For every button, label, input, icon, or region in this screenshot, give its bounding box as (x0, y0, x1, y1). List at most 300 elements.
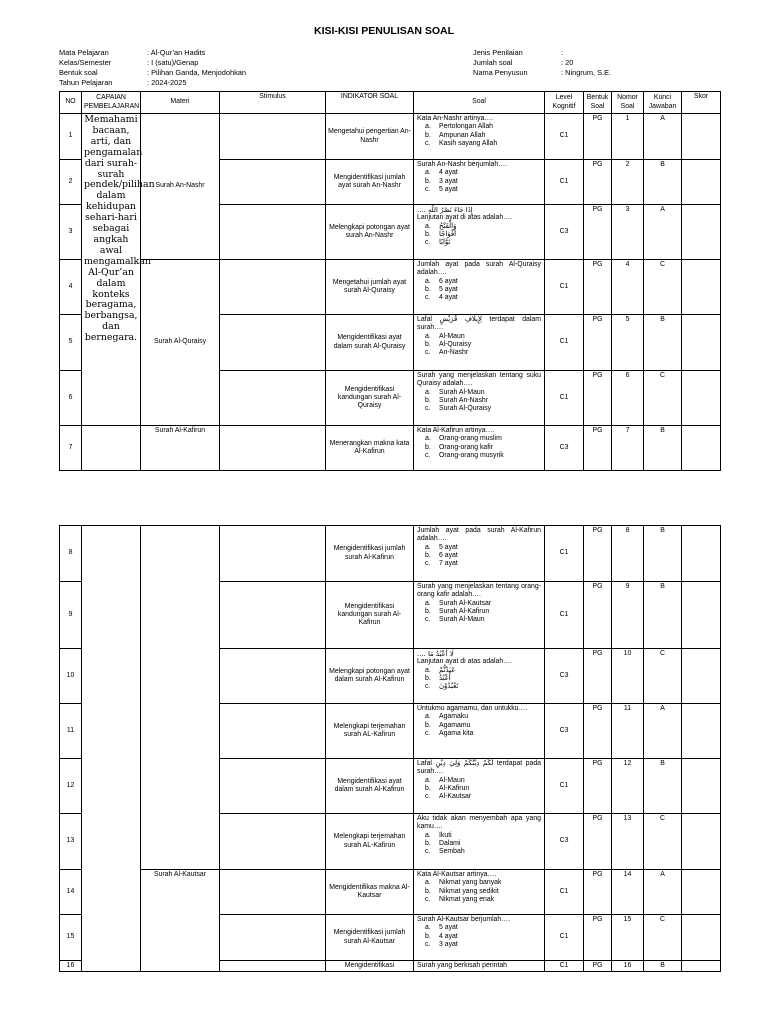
soal-cell (414, 114, 545, 160)
option-text: أَفْوَاجًا (439, 230, 457, 238)
option-text: Sembah (439, 848, 465, 856)
soal-cell (414, 260, 545, 315)
option-text: Agamamu (439, 721, 471, 729)
arabic-verse: إِذَا جَاءَ نَصْرُ اللَّهِ .... (417, 206, 473, 214)
soal-cell (414, 870, 545, 915)
meta-row (473, 58, 611, 68)
bentuk-cell: PG (584, 582, 612, 649)
row-number: 13 (60, 814, 82, 870)
nomor-cell: 15 (612, 915, 644, 961)
header-kunci: Kunci Jawaban (644, 92, 682, 114)
stimulus-cell (220, 759, 326, 814)
level-cell: C1 (545, 114, 584, 160)
meta-key: Mata Pelajaran (59, 48, 109, 57)
skor-cell (682, 704, 721, 759)
kunci-cell: B (644, 526, 682, 582)
nomor-cell: 10 (612, 649, 644, 704)
soal-cell (414, 582, 545, 649)
answer-option: a. Nikmat yang banyak (425, 879, 502, 887)
answer-option: b. Surah Al-Kafirun (425, 607, 490, 615)
bentuk-cell: PG (584, 704, 612, 759)
table-row (60, 260, 721, 315)
level-cell: C1 (545, 260, 584, 315)
nomor-cell: 16 (612, 961, 644, 972)
level-cell: C1 (545, 315, 584, 371)
materi-an-nashr: Surah An-Nashr (141, 114, 220, 260)
option-text: تَوَّابًا (439, 239, 451, 247)
answer-option: a. Al-Maun (425, 776, 465, 784)
row-number: 15 (60, 915, 82, 961)
soal-cell (414, 371, 545, 426)
answer-option: b. Ampunan Allah (425, 131, 486, 139)
answer-option: b. Nikmat yang sedikit (425, 887, 499, 895)
answer-options (417, 667, 541, 692)
meta-left (59, 48, 246, 88)
meta-row (473, 68, 611, 78)
option-text: Orang-orang muslim (439, 435, 502, 443)
row-number: 9 (60, 582, 82, 649)
kunci-cell: A (644, 870, 682, 915)
question-text: Jumlah ayat pada surah Al-Quraisy adalah…. (417, 261, 541, 277)
kunci-cell: B (644, 315, 682, 371)
row-number: 4 (60, 260, 82, 315)
nomor-cell: 4 (612, 260, 644, 315)
option-text: Nikmat yang enak (439, 895, 495, 903)
stimulus-cell (220, 205, 326, 260)
question-text: Lafal لِإِيلَافِ قُرَيْشٍ terdapat dalam surah…. (417, 316, 541, 332)
nomor-cell: 5 (612, 315, 644, 371)
option-text: Al-Kautsar (439, 793, 472, 801)
level-cell: C1 (545, 961, 584, 972)
meta-row (59, 58, 246, 68)
answer-options (417, 713, 541, 738)
answer-option: b. 6 ayat (425, 551, 458, 559)
answer-option: c. Surah Al-Maun (425, 616, 485, 624)
materi-al-quraisy: Surah Al-Quraisy (141, 260, 220, 426)
answer-option: b. Dalami (425, 839, 461, 847)
question-text: Jumlah ayat pada surah Al-Kafirun adalah…. (417, 527, 541, 543)
skor-cell (682, 759, 721, 814)
answer-option: c. تَعْبُدُوْنَ (425, 683, 459, 691)
option-text: 5 ayat (439, 543, 458, 551)
row-number: 8 (60, 526, 82, 582)
option-text: Nikmat yang banyak (439, 879, 502, 887)
option-text: Al-Maun (439, 332, 465, 340)
option-text: Surah Al-Quraisy (439, 405, 492, 413)
meta-value: : I (satu)/Genap (147, 57, 199, 67)
answer-options (417, 389, 541, 414)
answer-option: c. An-Nashr (425, 349, 469, 357)
meta-row (473, 48, 611, 58)
indikator-cell: Melengkapi terjemahan surah AL-Kafirun (326, 814, 414, 870)
skor-cell (682, 371, 721, 426)
option-text: Orang-orang kafir (439, 443, 494, 451)
materi-cell-empty (141, 526, 220, 870)
kisi-kisi-table-part-1 (59, 91, 721, 471)
option-text: Al-Maun (439, 776, 465, 784)
option-text: Surah Al-Kautsar (439, 599, 492, 607)
answer-option: c. Surah Al-Quraisy (425, 405, 492, 413)
question-text: Surah Al-Kautsar berjumlah…. (417, 916, 511, 923)
row-number: 16 (60, 961, 82, 972)
option-text: Surah Al-Kafirun (439, 607, 490, 615)
row-number: 1 (60, 114, 82, 160)
soal-cell (414, 961, 545, 972)
row-number: 6 (60, 371, 82, 426)
skor-cell (682, 649, 721, 704)
table-row (60, 870, 721, 915)
soal-cell (414, 759, 545, 814)
answer-option: a. Agamaku (425, 713, 469, 721)
capaian-cell: Memahami bacaan, arti, dan pengamalan dari surah-surah pendek/pilihan dalam kehidupan sehari-hari sebagai angkah awal mengamalkan Al-Qur’an dalam konteks beragama, berbangsa, dan bernegara. (82, 114, 141, 426)
answer-option: c. Agama kita (425, 729, 474, 737)
answer-option: a. Surah Al-Kautsar (425, 599, 492, 607)
meta-row (59, 78, 246, 88)
answer-option: c. Kasih sayang Allah (425, 139, 498, 147)
option-text: 7 ayat (439, 560, 458, 568)
meta-value: : Al-Qur’an Hadits (147, 48, 206, 57)
stimulus-cell (220, 260, 326, 315)
stimulus-cell (220, 814, 326, 870)
question-text: Lanjutan ayat di atas adalah…. (417, 214, 513, 222)
answer-option: b. Al-Quraisy (425, 340, 472, 348)
answer-options (417, 600, 541, 625)
document-title: KISI-KISI PENULISAN SOAL (313, 25, 454, 37)
option-text: 5 ayat (439, 185, 458, 193)
answer-option: a. 5 ayat (425, 924, 458, 932)
answer-option: c. Al-Kautsar (425, 793, 472, 801)
answer-option: b. Agamamu (425, 721, 471, 729)
answer-options (417, 879, 541, 904)
header-bentuk: Bentuk Soal (584, 92, 612, 114)
skor-cell (682, 114, 721, 160)
option-text: Nikmat yang sedikit (439, 887, 499, 895)
bentuk-cell: PG (584, 114, 612, 160)
option-text: Surah Al-Maun (439, 388, 485, 396)
option-text: Al-Quraisy (439, 340, 472, 348)
answer-option: b. أَعْبُدُ (425, 674, 451, 682)
question-text: Untukmu agamamu, dan untukku…. (417, 705, 528, 712)
materi-al-kafirun: Surah Al-Kafirun (141, 426, 220, 471)
skor-cell (682, 526, 721, 582)
question-text: Surah yang menjelaskan tentang suku Quraisy adalah…. (417, 372, 541, 388)
answer-option: c. تَوَّابًا (425, 239, 451, 247)
answer-options (417, 123, 541, 148)
kunci-cell: C (644, 649, 682, 704)
bentuk-cell: PG (584, 371, 612, 426)
soal-cell (414, 915, 545, 961)
stimulus-cell (220, 114, 326, 160)
meta-key: Nama Penyusun (473, 67, 528, 77)
arabic-verse: لَا أَعْبُدُ مَا .... (417, 650, 454, 658)
answer-option: c. 4 ayat (425, 294, 458, 302)
meta-value: : 20 (561, 57, 574, 67)
question-text: Lanjutan ayat di atas adalah…. (417, 658, 513, 666)
bentuk-cell: PG (584, 814, 612, 870)
level-cell: C1 (545, 526, 584, 582)
level-cell: C1 (545, 582, 584, 649)
indikator-cell: Mengidentifikasi ayat dalam surah Al-Kafirun (326, 759, 414, 814)
kunci-cell: B (644, 759, 682, 814)
answer-option: b. أَفْوَاجًا (425, 230, 457, 238)
option-text: Pertolongan Allah (439, 123, 494, 131)
answer-option: a. 6 ayat (425, 277, 458, 285)
indikator-cell: Mengidentifikasi jumlah ayat surah An-Nashr (326, 160, 414, 205)
indikator-cell: Mengidentifikasi (326, 961, 414, 972)
indikator-cell: Melengkapi potongan ayat surah An-Nashr (326, 205, 414, 260)
level-cell: C1 (545, 870, 584, 915)
meta-value: : 2024-2025 (147, 77, 187, 87)
option-text: 5 ayat (439, 924, 458, 932)
table-row (60, 426, 721, 471)
option-text: An-Nashr (439, 349, 469, 357)
stimulus-cell (220, 915, 326, 961)
question-text: Surah yang menjelaskan tentang orang-orang kafir adalah…. (417, 583, 541, 599)
row-number: 10 (60, 649, 82, 704)
level-cell: C1 (545, 160, 584, 205)
meta-value: : Ningrum, S.E. (561, 67, 612, 77)
bentuk-cell: PG (584, 160, 612, 205)
answer-options (417, 832, 541, 857)
bentuk-cell: PG (584, 315, 612, 371)
option-text: Agama kita (439, 729, 474, 737)
meta-key: Bentuk soal (59, 67, 98, 77)
answer-option: a. 4 ayat (425, 169, 458, 177)
indikator-cell: Mengetahui pengertian An-Nashr (326, 114, 414, 160)
kunci-cell: B (644, 426, 682, 471)
meta-key: Tahun Pelajaran (59, 77, 113, 87)
option-text: أَعْبُدُ (439, 674, 451, 682)
header-capaian: CAPAIAN PEMBELAJARAN (82, 92, 141, 114)
skor-cell (682, 582, 721, 649)
option-text: 6 ayat (439, 277, 458, 285)
option-text: Al-Kafirun (439, 784, 470, 792)
soal-cell (414, 814, 545, 870)
answer-option: a. Pertolongan Allah (425, 123, 494, 131)
row-number: 3 (60, 205, 82, 260)
soal-cell (414, 205, 545, 260)
kunci-cell: B (644, 160, 682, 205)
skor-cell (682, 315, 721, 371)
option-text: Surah Al-Maun (439, 616, 485, 624)
answer-options (417, 278, 541, 303)
nomor-cell: 14 (612, 870, 644, 915)
meta-row (59, 48, 246, 58)
option-text: Ikuti (439, 831, 452, 839)
soal-cell (414, 315, 545, 371)
answer-option: c. Sembah (425, 848, 465, 856)
row-number: 2 (60, 160, 82, 205)
option-text: عَبَدْتُّمْ (439, 666, 456, 674)
soal-cell (414, 649, 545, 704)
header-no: NO (60, 92, 82, 114)
soal-cell (414, 526, 545, 582)
level-cell: C1 (545, 759, 584, 814)
option-text: 5 ayat (439, 285, 458, 293)
soal-cell (414, 160, 545, 205)
answer-options (417, 223, 541, 248)
option-text: وَالْفَتْحُ (439, 222, 457, 230)
skor-cell (682, 260, 721, 315)
kunci-cell: A (644, 114, 682, 160)
indikator-cell: Melengkapi potongan ayat dalam surah Al-Kafirun (326, 649, 414, 704)
skor-cell (682, 205, 721, 260)
answer-option: a. Ikuti (425, 831, 452, 839)
option-text: Dalami (439, 839, 461, 847)
bentuk-cell: PG (584, 526, 612, 582)
stimulus-cell (220, 526, 326, 582)
indikator-cell: Menerangkan makna kata Al-Kafirun (326, 426, 414, 471)
question-text: Kata An-Nashr artinya…. (417, 115, 494, 122)
bentuk-cell: PG (584, 260, 612, 315)
answer-option: b. Orang-orang kafir (425, 443, 494, 451)
nomor-cell: 1 (612, 114, 644, 160)
nomor-cell: 8 (612, 526, 644, 582)
bentuk-cell: PG (584, 759, 612, 814)
answer-option: c. Nikmat yang enak (425, 895, 495, 903)
option-text: تَعْبُدُوْنَ (439, 683, 459, 691)
answer-options (417, 435, 541, 460)
soal-cell (414, 426, 545, 471)
kunci-cell: C (644, 915, 682, 961)
level-cell: C3 (545, 704, 584, 759)
answer-option: b. 3 ayat (425, 177, 458, 185)
meta-value: : (561, 48, 564, 57)
level-cell: C3 (545, 814, 584, 870)
bentuk-cell: PG (584, 205, 612, 260)
meta-right (473, 48, 611, 78)
answer-options (417, 777, 541, 802)
level-cell: C3 (545, 205, 584, 260)
answer-option: c. Orang-orang musyrik (425, 451, 504, 459)
nomor-cell: 9 (612, 582, 644, 649)
skor-cell (682, 160, 721, 205)
materi-al-kautsar: Surah Al-Kautsar (141, 870, 220, 972)
nomor-cell: 12 (612, 759, 644, 814)
kunci-cell: C (644, 260, 682, 315)
stimulus-cell (220, 704, 326, 759)
header-stimulus: Stimulus (220, 92, 326, 114)
kunci-cell: A (644, 704, 682, 759)
kisi-kisi-table-part-2 (59, 525, 721, 972)
option-text: Kasih sayang Allah (439, 139, 498, 147)
question-text: Surah An-Nashr berjumlah…. (417, 161, 508, 168)
answer-options (417, 169, 541, 194)
stimulus-cell (220, 371, 326, 426)
meta-key: Kelas/Semester (59, 57, 112, 67)
kunci-cell: B (644, 961, 682, 972)
question-text: Kata Al-Kafirun artinya…. (417, 427, 495, 434)
level-cell: C1 (545, 371, 584, 426)
header-level: Level Kognitif (545, 92, 584, 114)
indikator-cell: Mengetahui jumlah ayat surah Al-Quraisy (326, 260, 414, 315)
nomor-cell: 13 (612, 814, 644, 870)
header-nomor: Nomor Soal (612, 92, 644, 114)
level-cell: C3 (545, 426, 584, 471)
bentuk-cell: PG (584, 961, 612, 972)
skor-cell (682, 814, 721, 870)
skor-cell (682, 961, 721, 972)
indikator-cell: Mengidentifikasi kandungan surah Al-Quraisy (326, 371, 414, 426)
indikator-cell: Mengidentifikasi kandungan surah Al-Kafirun (326, 582, 414, 649)
header-soal: Soal (414, 92, 545, 114)
indikator-cell: Mengidentifikas makna Al-Kautsar (326, 870, 414, 915)
indikator-cell: Mengidentifikasi jumlah surah Al-Kafirun (326, 526, 414, 582)
question-text: Kata Al-Kautsar artinya…. (417, 871, 497, 878)
answer-option: c. 3 ayat (425, 940, 458, 948)
question-text: Surah yang berkisah perintah (417, 962, 508, 969)
option-text: 3 ayat (439, 940, 458, 948)
stimulus-cell (220, 649, 326, 704)
answer-option: b. 5 ayat (425, 285, 458, 293)
row-number: 12 (60, 759, 82, 814)
indikator-cell: Mengidentifikasi jumlah surah Al-Kautsar (326, 915, 414, 961)
answer-options (417, 544, 541, 569)
answer-option: a. Al-Maun (425, 332, 465, 340)
option-text: 6 ayat (439, 551, 458, 559)
header-materi: Materi (141, 92, 220, 114)
answer-options (417, 333, 541, 358)
level-cell: C3 (545, 649, 584, 704)
option-text: Orang-orang musyrik (439, 451, 504, 459)
skor-cell (682, 426, 721, 471)
kunci-cell: C (644, 371, 682, 426)
stimulus-cell (220, 870, 326, 915)
nomor-cell: 2 (612, 160, 644, 205)
skor-cell (682, 915, 721, 961)
answer-option: b. Al-Kafirun (425, 784, 470, 792)
kunci-cell: B (644, 582, 682, 649)
header-indikator: INDIKATOR SOAL (326, 92, 414, 114)
capaian-cell-empty (82, 426, 141, 471)
meta-value: : Pilihan Ganda, Menjodohkan (147, 67, 247, 77)
row-number: 14 (60, 870, 82, 915)
answer-option: a. Surah Al-Maun (425, 388, 485, 396)
table-row (60, 526, 721, 582)
indikator-cell: Melengkapi terjemahan surah AL-Kafirun (326, 704, 414, 759)
stimulus-cell (220, 426, 326, 471)
stimulus-cell (220, 315, 326, 371)
bentuk-cell: PG (584, 870, 612, 915)
answer-option: b. 4 ayat (425, 932, 458, 940)
table-row (60, 114, 721, 160)
row-number: 5 (60, 315, 82, 371)
option-text: Ampunan Allah (439, 131, 486, 139)
answer-option: a. 5 ayat (425, 543, 458, 551)
answer-option: b. Surah An-Nashr (425, 396, 489, 404)
stimulus-cell (220, 160, 326, 205)
level-cell: C1 (545, 915, 584, 961)
answer-option: a. عَبَدْتُّمْ (425, 666, 456, 674)
nomor-cell: 3 (612, 205, 644, 260)
nomor-cell: 7 (612, 426, 644, 471)
question-text: Aku tidak akan menyembah apa yang kamu…. (417, 815, 541, 831)
nomor-cell: 6 (612, 371, 644, 426)
indikator-cell: Mengidentifikasi ayat dalam surah Al-Quraisy (326, 315, 414, 371)
soal-cell (414, 704, 545, 759)
capaian-cell-empty (82, 526, 141, 972)
meta-key: Jumlah soal (473, 57, 513, 67)
meta-key: Jenis Penilaian (473, 48, 523, 57)
meta-row (59, 68, 246, 78)
header-skor: Skor (682, 92, 721, 114)
option-text: 4 ayat (439, 932, 458, 940)
answer-option: c. 5 ayat (425, 185, 458, 193)
answer-options (417, 924, 541, 949)
answer-option: a. Orang-orang muslim (425, 435, 502, 443)
kunci-cell: A (644, 205, 682, 260)
option-text: Agamaku (439, 713, 469, 721)
